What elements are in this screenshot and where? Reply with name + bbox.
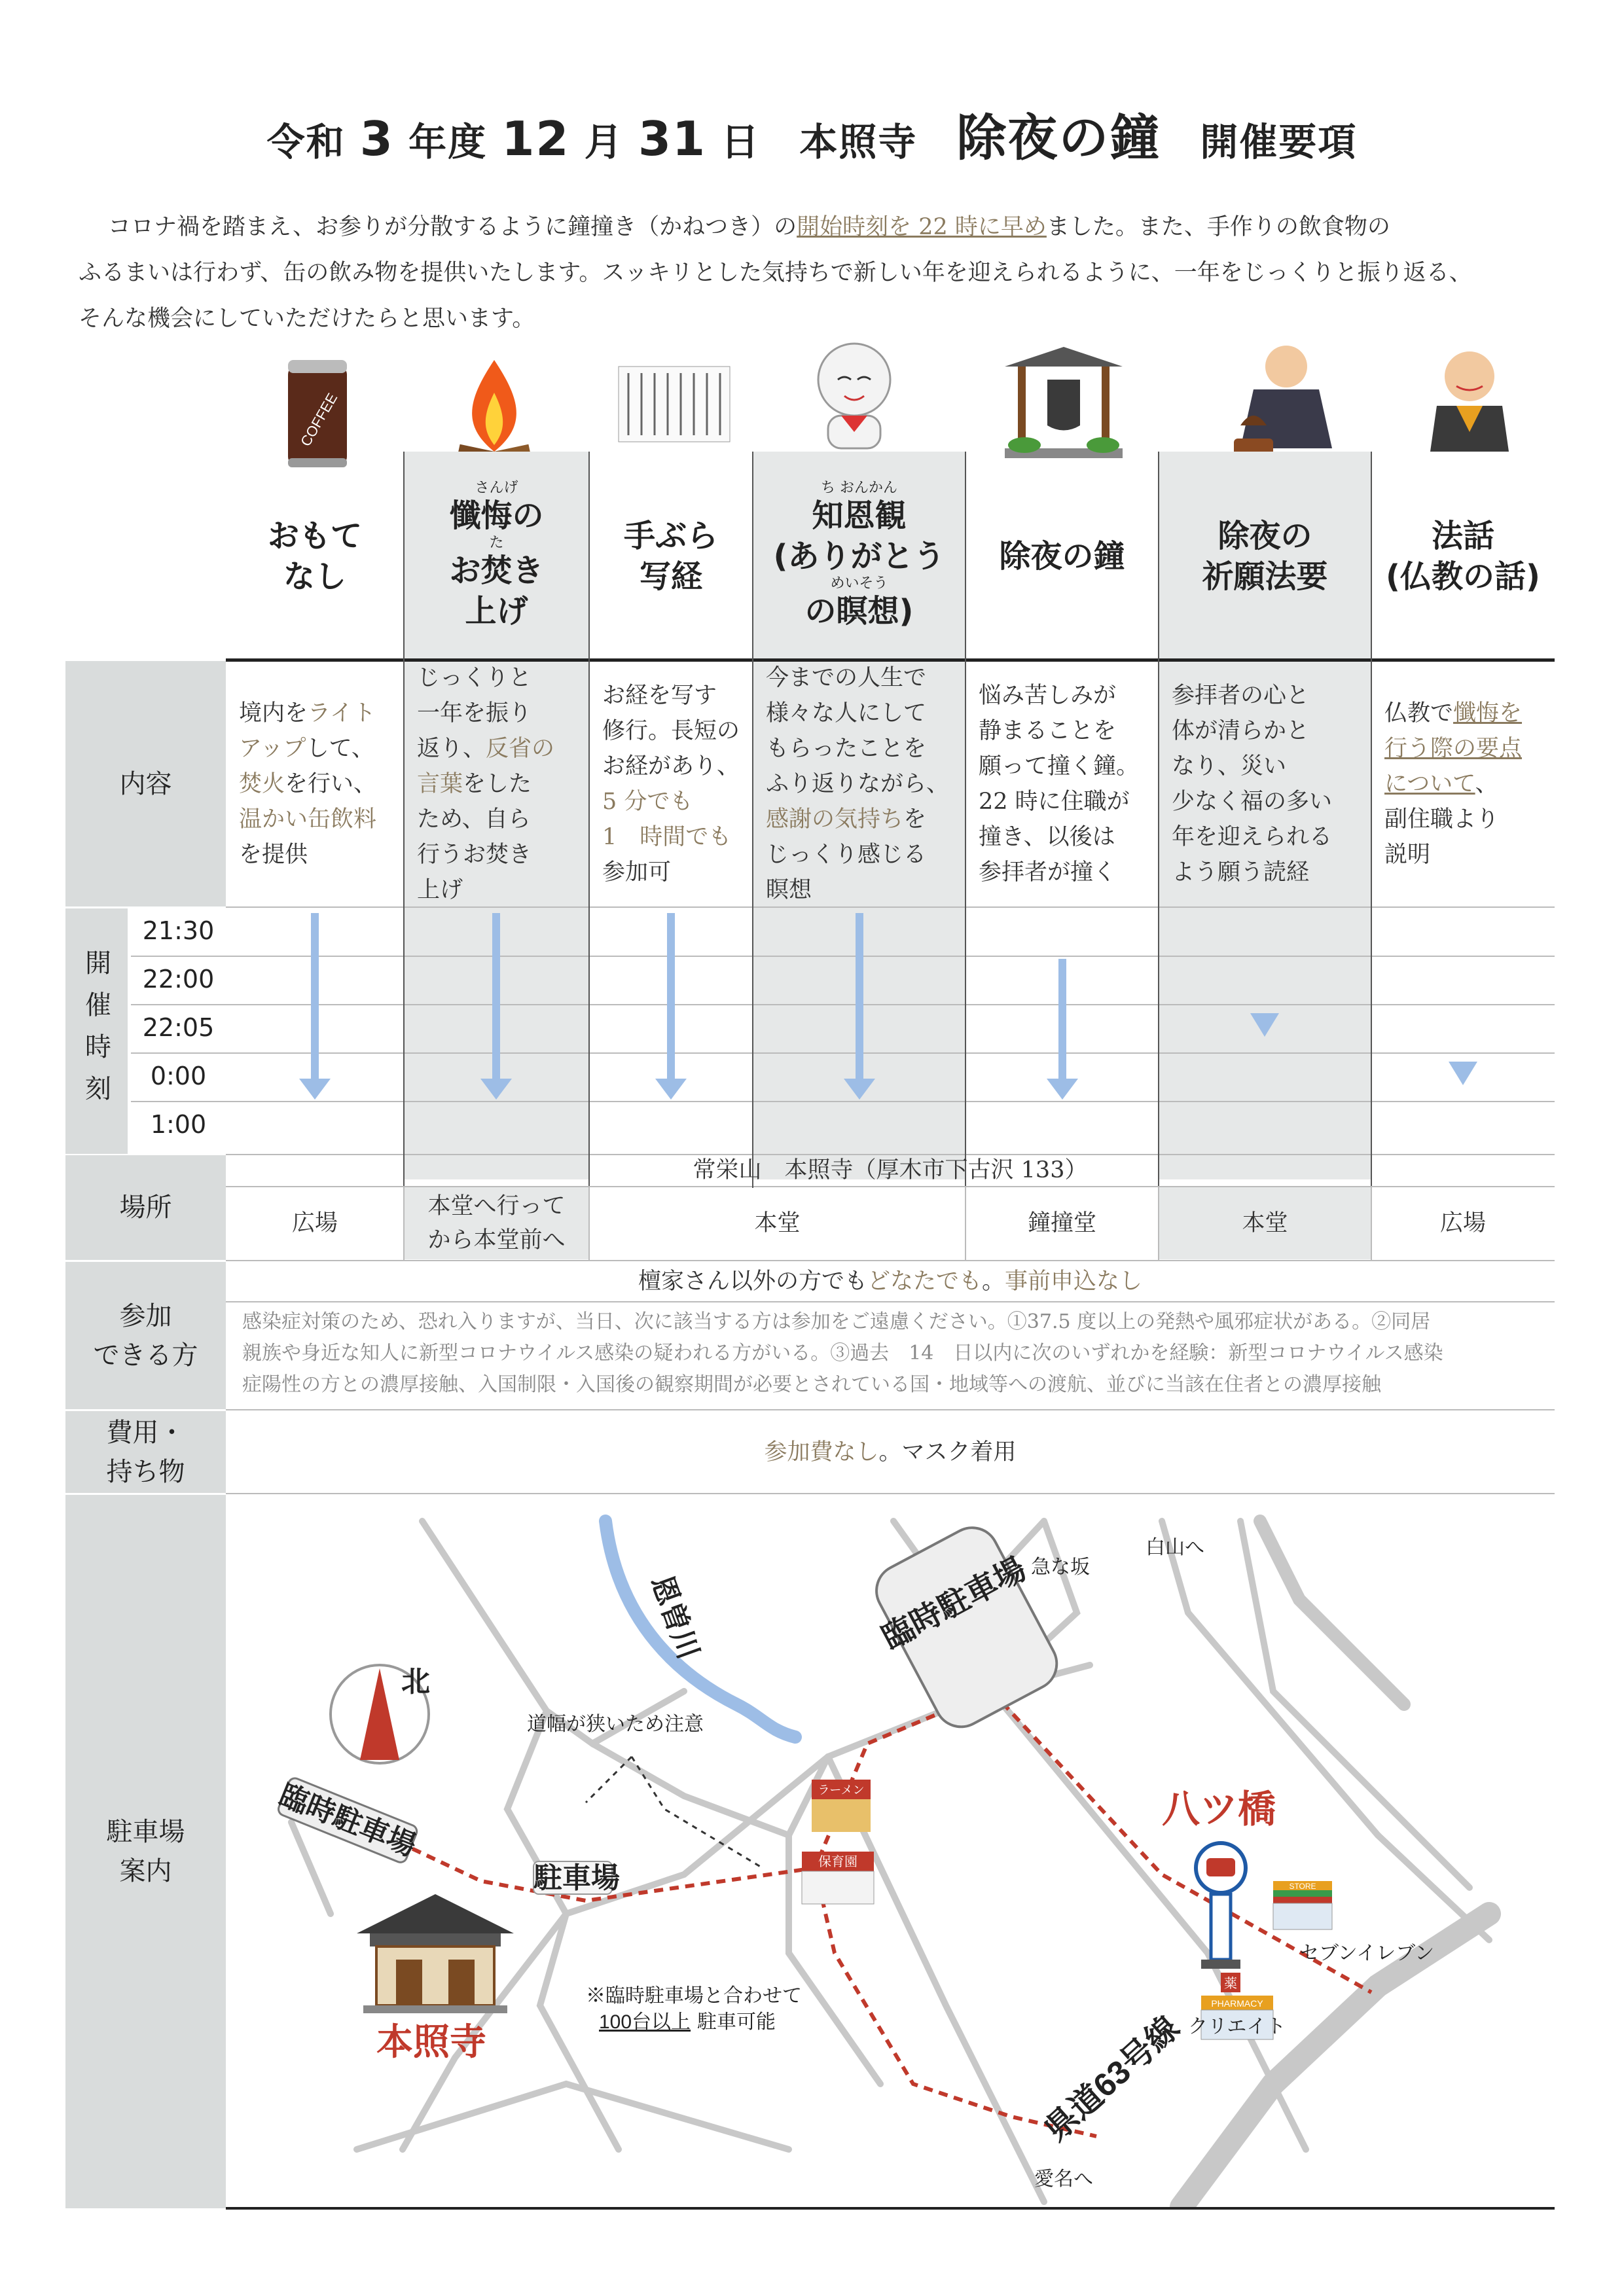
place-howa: 広場 [1439,1210,1486,1236]
col-header-kigan-hoyo: 除夜の 祈願法要 [1202,518,1328,595]
svg-text:北: 北 [401,1666,430,1698]
parking-note-2b: 駐車可能 [697,2011,776,2033]
content-howa: 仏教で懺悔を 行う際の要点 について、 副住職より 説明 [1384,700,1523,868]
create-label: クリエイト [1188,2016,1286,2037]
svg-text:ラーメン: ラーメン [818,1784,865,1797]
intro-paragraph: コロナ禍を踏まえ、お参りが分散するように鐘撞き（かねつき）の開始時刻を 22 時に早めました。また、手作りの飲食物の ふるまいは行わず、缶の飲み物を提供いたします。スッキリとした気持ちで新しい年を迎えられるように、一年をじっくりと振り返る、 そんな機会にしていただけたらと思います。 [79,214,1472,332]
content-kigan-hoyo: 参拝者の心と 体が清らかと なり、災い 少なく福の多い 年を迎えられる よう願う読経 [1172,682,1333,886]
place-hondo: 本堂 [754,1210,801,1236]
bell-tower-icon [1005,347,1123,458]
river-label: 恩曽川 [645,1571,705,1664]
col-header-howa: 法話 (仏教の話) [1386,518,1540,595]
svg-text:臨時駐車場: 臨時駐車場 [274,1778,421,1863]
chanting-monk-icon [1234,346,1332,458]
place-kigan-hoyo: 本堂 [1242,1210,1288,1236]
time-label-2205: 22:05 [142,1013,215,1042]
place-omotenashi: 広場 [291,1210,338,1236]
svg-text:STORE: STORE [1289,1882,1316,1891]
time-arrow-shakyo [667,913,675,1080]
place-sange: 本堂へ行って から本堂前へ [427,1193,566,1253]
steep-slope-label: 急な坂 [1031,1556,1090,1578]
row-header-time-label: 開 催 時 刻 [85,948,111,1104]
content-sange: じっくりと 一年を振り 返り、反省の 言葉をした ため、自ら 行うお焚き 上げ [417,664,555,903]
speaking-monk-icon [1430,351,1509,452]
parking-map [226,1495,1555,2207]
content-omotenashi: 境内をライト アップして、 焚火を行い、 温かい缶飲料 を提供 [239,700,377,868]
nursery-icon [802,1852,874,1904]
parking-note-2a: 100台以上 [599,2011,691,2033]
page-title: 令和 3 年度 12 月 31 日 本照寺 除夜の鐘 開催要項 [266,109,1358,167]
time-label-2130: 21:30 [142,916,215,945]
col-header-shakyo: 手ぶら 写経 [623,518,718,595]
col-header-sange: さんげ 懺悔の た お焚き 上げ [449,480,544,630]
time-arrow-sange [492,913,500,1080]
who-note: 感染症対策のため、恐れ入りますが、当日、次に該当する方は参加をご遠慮ください。①37.5 度以上の発熱や風邪症状がある。②同居 親族や身近な知人に新型コロナウイルス感染の疑われる方がいる。③過去 14 日以内に次のいずれかを経験：新型コロナウイルス感染 症陽性の方との濃厚接触、入国制限・入国後の観察期間が必要とされている国・地域等への渡航、並びに当該在住者との濃厚接触 [242,1310,1443,1396]
time-label-0100: 1:00 [150,1110,207,1139]
time-marker-howa [1449,1062,1477,1085]
route-63-label: 県道63号線 [1037,2009,1187,2149]
parking-label: 駐車場 [533,1862,620,1894]
col-header-omotenashi: おもて なし [267,518,362,595]
sutra-paper-icon [619,367,730,442]
north-compass-icon [331,1665,430,1763]
time-arrow-omotenashi [311,913,319,1080]
content-shakyo: お経を写す 修行。長短の お経があり、 5 分でも 1 時間でも 参加可 [602,682,740,886]
row-header-parking: 駐車場 案内 [65,1495,226,2208]
narrow-road-label: 道幅が狭いため注意 [527,1713,704,1735]
time-arrow-chionkan [856,913,863,1080]
svg-text:臨時駐車場: 臨時駐車場 [876,1551,1032,1657]
row-header-who: 参加 できる方 [65,1262,226,1409]
time-marker-kigan-hoyo [1250,1013,1279,1037]
row-header-content: 内容 [65,661,226,906]
temp-parking-left [274,1775,422,1865]
time-label-2200: 22:00 [142,965,215,994]
row-header-cost: 費用・ 持ち物 [65,1411,226,1493]
row-header-place: 場所 [65,1155,226,1260]
yatsubashi-label: 八ツ橋 [1162,1788,1276,1831]
svg-text:保育園: 保育園 [818,1855,857,1869]
ramen-shop-icon [812,1780,871,1832]
convenience-store-icon [1273,1881,1332,1929]
aina-label: 愛名へ [1034,2168,1093,2190]
svg-text:COFFEE: COFFEE [297,390,341,450]
time-label-0000: 0:00 [150,1062,207,1090]
content-chionkan: 今までの人生で 様々な人にして もらったことを ふり返りながら、 感謝の気持ちを じっくり感じる 瞑想 [766,664,950,903]
seven-eleven-label: セブンイレブン [1299,1943,1435,1964]
temple-label: 本照寺 [376,2022,486,2063]
jizo-icon [818,344,890,448]
place-temple: 常栄山 本照寺（厚木市下古沢 133） [693,1157,1088,1183]
hakusan-label: 白山へ [1146,1537,1204,1558]
col-header-joya-no-kane: 除夜の鐘 [999,538,1125,575]
content-joya-no-kane: 悩み苦しみが 静まることを 願って撞く鐘。 22 時に住職が 撞き、以後は 参拝者が撞く [979,682,1140,886]
col-header-chionkan: ち おんかん 知恩観 (ありがとう めいそう の瞑想) [773,480,945,630]
place-shodo: 鐘撞堂 [1027,1210,1096,1236]
who-main: 檀家さん以外の方でもどなたでも。事前申込なし [638,1268,1143,1295]
svg-text:薬: 薬 [1224,1977,1237,1991]
parking-note-1: ※臨時駐車場と合わせて [586,1985,802,2007]
cost-text: 参加費なし。マスク着用 [764,1439,1017,1465]
temp-parking-top [856,1513,1077,1742]
time-arrow-joya-no-kane [1058,959,1066,1080]
svg-text:PHARMACY: PHARMACY [1211,1998,1263,2009]
temple-building-icon [357,1894,514,2013]
